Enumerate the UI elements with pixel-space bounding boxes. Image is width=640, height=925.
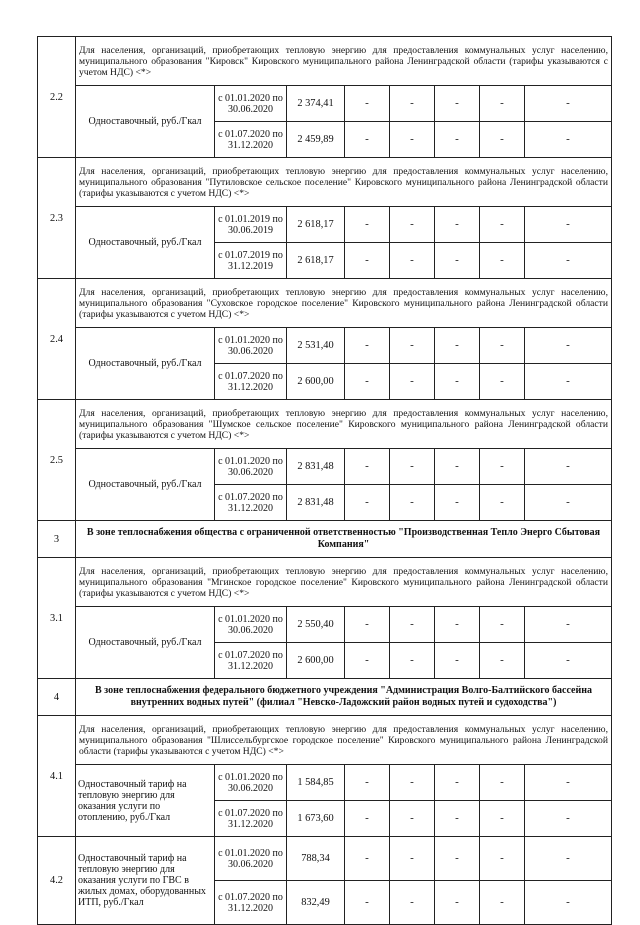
empty-value-cell: - xyxy=(480,765,525,801)
tariff-period: с 01.07.2020 по 31.12.2020 xyxy=(215,643,287,679)
tariff-value: 2 618,17 xyxy=(287,243,345,279)
empty-value-cell: - xyxy=(390,801,435,837)
tariff-period: с 01.07.2020 по 31.12.2020 xyxy=(215,801,287,837)
section-row xyxy=(38,679,612,716)
row-number: 3.1 xyxy=(38,558,76,679)
empty-value-cell: - xyxy=(345,122,390,158)
tariff-value: 2 531,40 xyxy=(287,328,345,364)
empty-value-cell: - xyxy=(390,485,435,521)
description-row xyxy=(38,279,612,328)
empty-value-cell: - xyxy=(480,607,525,643)
tariff-value: 788,34 xyxy=(287,837,345,881)
section-number: 4 xyxy=(38,679,76,716)
empty-value-cell: - xyxy=(345,765,390,801)
tariff-period: с 01.01.2020 по 30.06.2020 xyxy=(215,328,287,364)
tariff-category: Одноставочный, руб./Гкал xyxy=(76,449,215,521)
empty-value-cell: - xyxy=(345,364,390,400)
row-number: 2.2 xyxy=(38,37,76,158)
empty-value-cell: - xyxy=(345,607,390,643)
row-description: Для населения, организаций, приобретающих тепловую энергию для предоставления коммунальных услуг населению, муниципального образования "Суховское городское поселение" Кировского муниципального района Ленинградской области (тарифы указываются с учетом НДС) <*> xyxy=(76,279,612,328)
empty-value-cell: - xyxy=(435,364,480,400)
tariff-row xyxy=(38,86,612,122)
row-number: 2.3 xyxy=(38,158,76,279)
tariff-row xyxy=(38,328,612,364)
description-row xyxy=(38,158,612,207)
tariff-table-page xyxy=(37,36,611,925)
row-number: 2.4 xyxy=(38,279,76,400)
empty-value-cell: - xyxy=(390,643,435,679)
tariff-row xyxy=(38,765,612,801)
tariff-period: с 01.07.2020 по 31.12.2020 xyxy=(215,364,287,400)
section-title: В зоне теплоснабжения федерального бюджетного учреждения "Администрация Волго-Балтийского бассейна внутренних водных путей" (филиал "Невско-Ладожский район водных путей и судоходства") xyxy=(76,679,612,716)
empty-value-cell: - xyxy=(525,207,612,243)
empty-value-cell: - xyxy=(525,881,612,925)
empty-value-cell: - xyxy=(480,328,525,364)
empty-value-cell: - xyxy=(480,122,525,158)
empty-value-cell: - xyxy=(435,881,480,925)
empty-value-cell: - xyxy=(525,801,612,837)
tariff-period: с 01.01.2020 по 30.06.2020 xyxy=(215,765,287,801)
tariff-value: 2 831,48 xyxy=(287,449,345,485)
empty-value-cell: - xyxy=(435,449,480,485)
tariff-category: Одноставочный, руб./Гкал xyxy=(76,328,215,400)
tariff-period: с 01.07.2020 по 31.12.2020 xyxy=(215,122,287,158)
empty-value-cell: - xyxy=(435,86,480,122)
empty-value-cell: - xyxy=(435,837,480,881)
tariff-value: 1 584,85 xyxy=(287,765,345,801)
tariff-value: 1 673,60 xyxy=(287,801,345,837)
empty-value-cell: - xyxy=(345,207,390,243)
row-description: Для населения, организаций, приобретающих тепловую энергию для предоставления коммунальных услуг населению, муниципального образования "Мгинское городское поселение" Кировского муниципального района Ленинградской области (тарифы указываются с учетом НДС) <*> xyxy=(76,558,612,607)
tariff-period: с 01.07.2020 по 31.12.2020 xyxy=(215,485,287,521)
empty-value-cell: - xyxy=(480,449,525,485)
empty-value-cell: - xyxy=(480,485,525,521)
empty-value-cell: - xyxy=(345,643,390,679)
tariff-period: с 01.01.2020 по 30.06.2020 xyxy=(215,86,287,122)
empty-value-cell: - xyxy=(525,485,612,521)
empty-value-cell: - xyxy=(435,607,480,643)
empty-value-cell: - xyxy=(525,643,612,679)
tariff-category: Одноставочный, руб./Гкал xyxy=(76,86,215,158)
tariff-value: 2 831,48 xyxy=(287,485,345,521)
empty-value-cell: - xyxy=(525,364,612,400)
empty-value-cell: - xyxy=(390,86,435,122)
empty-value-cell: - xyxy=(435,801,480,837)
description-row xyxy=(38,716,612,765)
empty-value-cell: - xyxy=(480,243,525,279)
empty-value-cell: - xyxy=(345,801,390,837)
tariff-value: 2 618,17 xyxy=(287,207,345,243)
description-row xyxy=(38,558,612,607)
empty-value-cell: - xyxy=(525,328,612,364)
empty-value-cell: - xyxy=(345,881,390,925)
tariff-category: Одноставочный, руб./Гкал xyxy=(76,207,215,279)
empty-value-cell: - xyxy=(390,243,435,279)
empty-value-cell: - xyxy=(525,607,612,643)
empty-value-cell: - xyxy=(390,837,435,881)
tariff-period: с 01.07.2020 по 31.12.2020 xyxy=(215,881,287,925)
empty-value-cell: - xyxy=(390,328,435,364)
empty-value-cell: - xyxy=(525,765,612,801)
empty-value-cell: - xyxy=(345,449,390,485)
row-description: Для населения, организаций, приобретающих тепловую энергию для предоставления коммунальных услуг населению, муниципального образования "Шлиссельбургское городское поселение" Кировского муниципального района Ленинградской области (тарифы указываются с учетом НДС) <*> xyxy=(76,716,612,765)
tariff-value: 2 459,89 xyxy=(287,122,345,158)
empty-value-cell: - xyxy=(390,122,435,158)
row-description: Для населения, организаций, приобретающих тепловую энергию для предоставления коммунальных услуг населению, муниципального образования "Кировск" Кировского муниципального района Ленинградской области (тарифы указываются с учетом НДС) <*> xyxy=(76,37,612,86)
tariff-row xyxy=(38,607,612,643)
tariff-value: 832,49 xyxy=(287,881,345,925)
empty-value-cell: - xyxy=(480,801,525,837)
empty-value-cell: - xyxy=(435,485,480,521)
tariff-period: с 01.01.2020 по 30.06.2020 xyxy=(215,837,287,881)
tariff-period: с 01.07.2019 по 31.12.2019 xyxy=(215,243,287,279)
empty-value-cell: - xyxy=(480,86,525,122)
row-description: Для населения, организаций, приобретающих тепловую энергию для предоставления коммунальных услуг населению, муниципального образования "Путиловское сельское поселение" Кировского муниципального района Ленинградской области (тарифы указываются с учетом НДС) <*> xyxy=(76,158,612,207)
tariff-period: с 01.01.2020 по 30.06.2020 xyxy=(215,449,287,485)
section-number: 3 xyxy=(38,521,76,558)
tariff-category: Одноставочный тариф на тепловую энергию для оказания услуги по ГВС в жилых домах, оборудованных ИТП, руб./Гкал xyxy=(76,837,215,925)
empty-value-cell: - xyxy=(435,243,480,279)
empty-value-cell: - xyxy=(480,364,525,400)
empty-value-cell: - xyxy=(435,207,480,243)
empty-value-cell: - xyxy=(435,328,480,364)
tariff-category: Одноставочный тариф на тепловую энергию для оказания услуги по отоплению, руб./Гкал xyxy=(76,765,215,837)
empty-value-cell: - xyxy=(390,881,435,925)
empty-value-cell: - xyxy=(525,86,612,122)
empty-value-cell: - xyxy=(390,364,435,400)
tariff-row xyxy=(38,837,612,881)
tariff-category: Одноставочный, руб./Гкал xyxy=(76,607,215,679)
tariff-value: 2 600,00 xyxy=(287,364,345,400)
section-row xyxy=(38,521,612,558)
empty-value-cell: - xyxy=(435,765,480,801)
row-number: 4.2 xyxy=(38,837,76,925)
empty-value-cell: - xyxy=(390,607,435,643)
empty-value-cell: - xyxy=(390,449,435,485)
empty-value-cell: - xyxy=(345,86,390,122)
tariff-value: 2 550,40 xyxy=(287,607,345,643)
empty-value-cell: - xyxy=(390,207,435,243)
empty-value-cell: - xyxy=(480,643,525,679)
section-title: В зоне теплоснабжения общества с ограниченной ответственностью "Производственная Тепло Энерго Сбытовая Компания" xyxy=(76,521,612,558)
empty-value-cell: - xyxy=(390,765,435,801)
empty-value-cell: - xyxy=(480,837,525,881)
empty-value-cell: - xyxy=(525,449,612,485)
description-row xyxy=(38,400,612,449)
empty-value-cell: - xyxy=(345,328,390,364)
tariff-row xyxy=(38,449,612,485)
row-number: 2.5 xyxy=(38,400,76,521)
empty-value-cell: - xyxy=(435,122,480,158)
tariff-row xyxy=(38,207,612,243)
tariff-period: с 01.01.2020 по 30.06.2020 xyxy=(215,607,287,643)
tariff-value: 2 600,00 xyxy=(287,643,345,679)
tariff-table xyxy=(37,36,612,925)
empty-value-cell: - xyxy=(525,122,612,158)
description-row xyxy=(38,37,612,86)
empty-value-cell: - xyxy=(525,243,612,279)
empty-value-cell: - xyxy=(345,243,390,279)
empty-value-cell: - xyxy=(435,643,480,679)
empty-value-cell: - xyxy=(345,485,390,521)
empty-value-cell: - xyxy=(480,207,525,243)
empty-value-cell: - xyxy=(345,837,390,881)
empty-value-cell: - xyxy=(525,837,612,881)
tariff-value: 2 374,41 xyxy=(287,86,345,122)
row-number: 4.1 xyxy=(38,716,76,837)
tariff-period: с 01.01.2019 по 30.06.2019 xyxy=(215,207,287,243)
row-description: Для населения, организаций, приобретающих тепловую энергию для предоставления коммунальных услуг населению, муниципального образования "Шумское сельское поселение" Кировского муниципального района Ленинградской области (тарифы указываются с учетом НДС) <*> xyxy=(76,400,612,449)
empty-value-cell: - xyxy=(480,881,525,925)
